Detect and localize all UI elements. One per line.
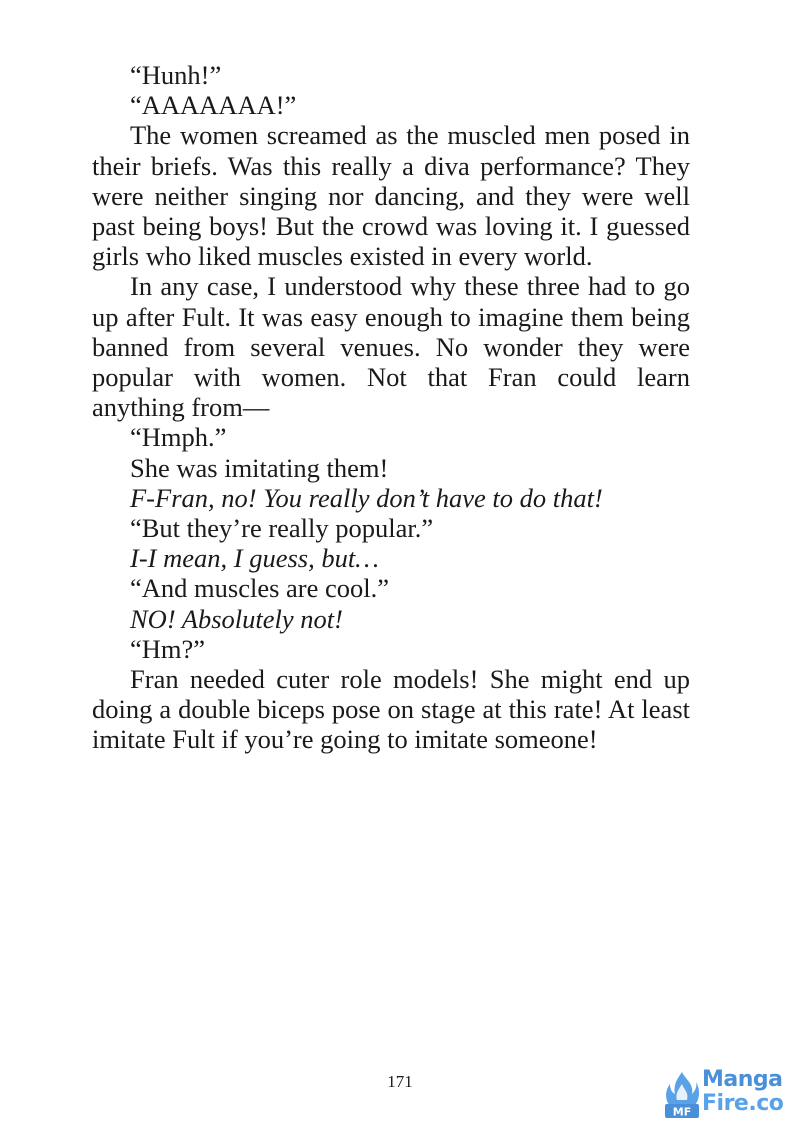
paragraph: “Hmph.” [130,422,227,453]
paragraph: She was imitating them! [130,452,389,483]
svg-text:MF: MF [672,1105,692,1119]
watermark-logo [662,1066,790,1124]
page-body [92,60,690,755]
paragraph: “And muscles are cool.” [130,573,390,604]
page-number: 171 [387,1072,413,1091]
paragraph: In any case, I understood why these three had to go up after Fult. It was easy enough to imagine them being banned from several venues. No wonder they were popular with women. Not that Fran could learn anything from— [92,271,690,423]
flame-mf-logo-icon [662,1070,702,1120]
paragraph-italic: I-I mean, I guess, but… [130,543,379,574]
paragraph-italic: NO! Absolutely not! [130,603,343,634]
paragraph-italic: F-Fran, no! You really don’t have to do that! [130,482,603,513]
paragraph: “But they’re really popular.” [130,513,434,544]
paragraph: “AAAAAAA!” [130,90,297,121]
paragraph: Fran needed cuter role models! She might end up doing a double biceps pose on stage at this rate! At least imitate Fult if you’re going to imitate someone! [92,664,690,755]
watermark-line-1: Manga [702,1067,783,1092]
watermark-line-2: Fire.co [702,1091,784,1116]
paragraph: “Hunh!” [130,60,222,90]
paragraph: The women screamed as the muscled men posed in their briefs. Was this really a diva performance? They were neither singing nor dancing, and they were well past being boys! But the crowd was loving it. I guessed girls who liked muscles existed in every world. [92,120,690,272]
paragraph: “Hm?” [130,633,206,664]
